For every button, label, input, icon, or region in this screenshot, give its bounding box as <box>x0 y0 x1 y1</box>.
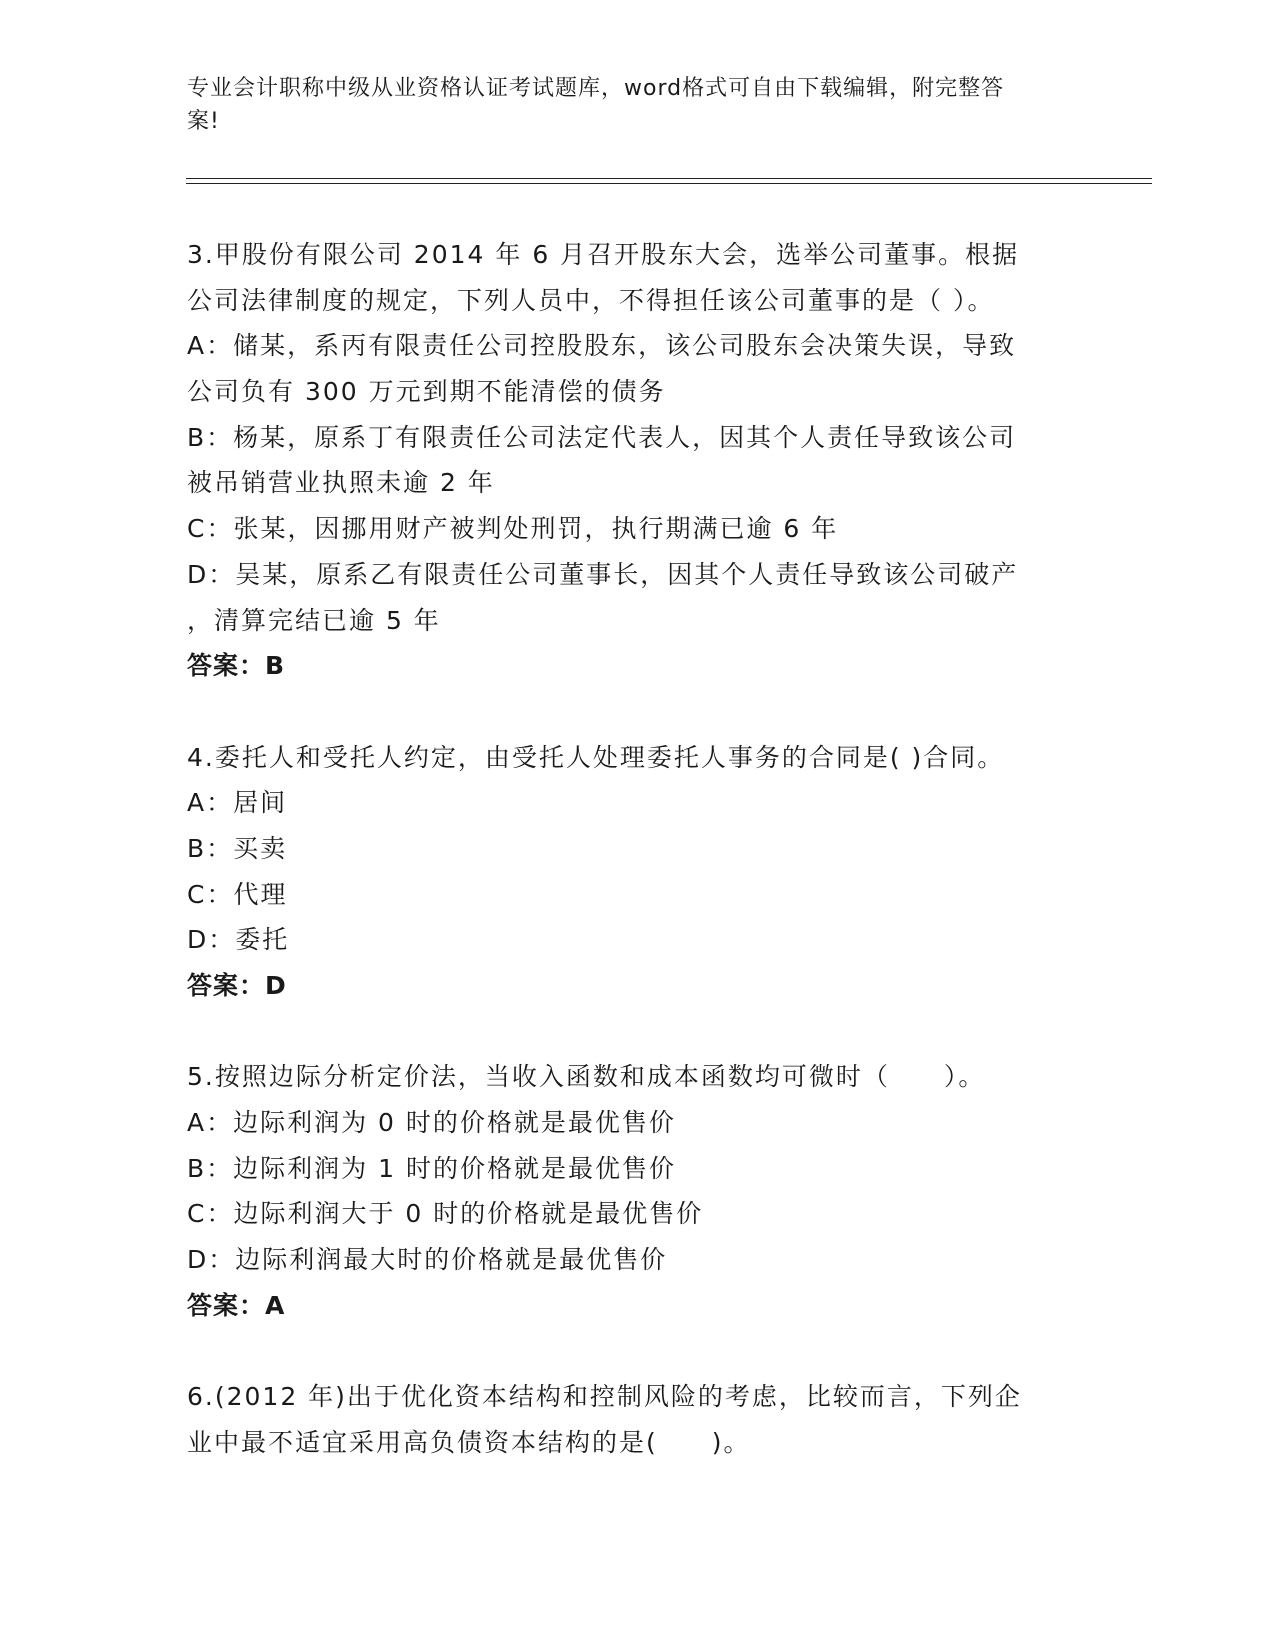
question-stem: 5.按照边际分析定价法，当收入函数和成本函数均可微时（ ）。 <box>187 1062 986 1092</box>
option-b-cont: 被吊销营业执照未逾 2 年 <box>187 468 495 498</box>
document-header <box>187 72 1067 138</box>
option-b: B：杨某，原系丁有限责任公司法定代表人，因其个人责任导致该公司 <box>187 422 1017 452</box>
question-5 <box>187 1054 1087 1328</box>
option-c: C：边际利润大于 0 时的价格就是最优售价 <box>187 1199 704 1229</box>
option-d: D：吴某，原系乙有限责任公司董事长，因其个人责任导致该公司破产 <box>187 559 1019 589</box>
option-d: D：边际利润最大时的价格就是最优售价 <box>187 1245 668 1275</box>
question-6 <box>187 1374 1087 1465</box>
header-divider-top <box>186 178 1152 179</box>
question-stem: 3.甲股份有限公司 2014 年 6 月召开股东大会，选举公司董事。根据 <box>187 240 1020 269</box>
option-d: D：委托 <box>187 925 290 955</box>
option-c: C：代理 <box>187 879 288 909</box>
option-a: A：边际利润为 0 时的价格就是最优售价 <box>187 1108 676 1138</box>
option-c: C：张某，因挪用财产被判处刑罚，执行期满已逾 6 年 <box>187 514 839 544</box>
option-a-cont: 公司负有 300 万元到期不能清偿的债务 <box>187 377 666 407</box>
header-line-2: 案! <box>187 109 220 134</box>
question-list <box>187 232 1087 1466</box>
question-gap <box>187 1009 1087 1055</box>
question-stem: 6.(2012 年)出于优化资本结构和控制风险的考虑，比较而言，下列企 <box>187 1382 1022 1412</box>
option-d-cont: ，清算完结已逾 5 年 <box>187 605 441 635</box>
option-b: B：边际利润为 1 时的价格就是最优售价 <box>187 1153 676 1183</box>
header-divider-bottom <box>186 183 1152 184</box>
question-stem: 4.委托人和受托人约定，由受托人处理委托人事务的合同是( )合同。 <box>187 742 1005 772</box>
header-line-1: 专业会计职称中级从业资格认证考试题库，word格式可自由下载编辑，附完整答 <box>187 76 1005 101</box>
question-gap <box>187 1329 1087 1375</box>
question-4 <box>187 735 1087 1009</box>
question-3 <box>187 232 1087 689</box>
option-a: A：储某，系丙有限责任公司控股股东，该公司股东会决策失误，导致 <box>187 331 1017 361</box>
answer-label: 答案：D <box>187 971 287 1000</box>
option-b: B：买卖 <box>187 833 288 863</box>
question-gap <box>187 689 1087 735</box>
answer-label: 答案：A <box>187 1290 286 1320</box>
question-stem: 公司法律制度的规定，下列人员中，不得担任该公司董事的是（ ）。 <box>187 285 995 315</box>
answer-label: 答案：B <box>187 651 286 681</box>
question-stem: 业中最不适宜采用高负债资本结构的是( )。 <box>187 1427 751 1457</box>
option-a: A：居间 <box>187 788 288 818</box>
